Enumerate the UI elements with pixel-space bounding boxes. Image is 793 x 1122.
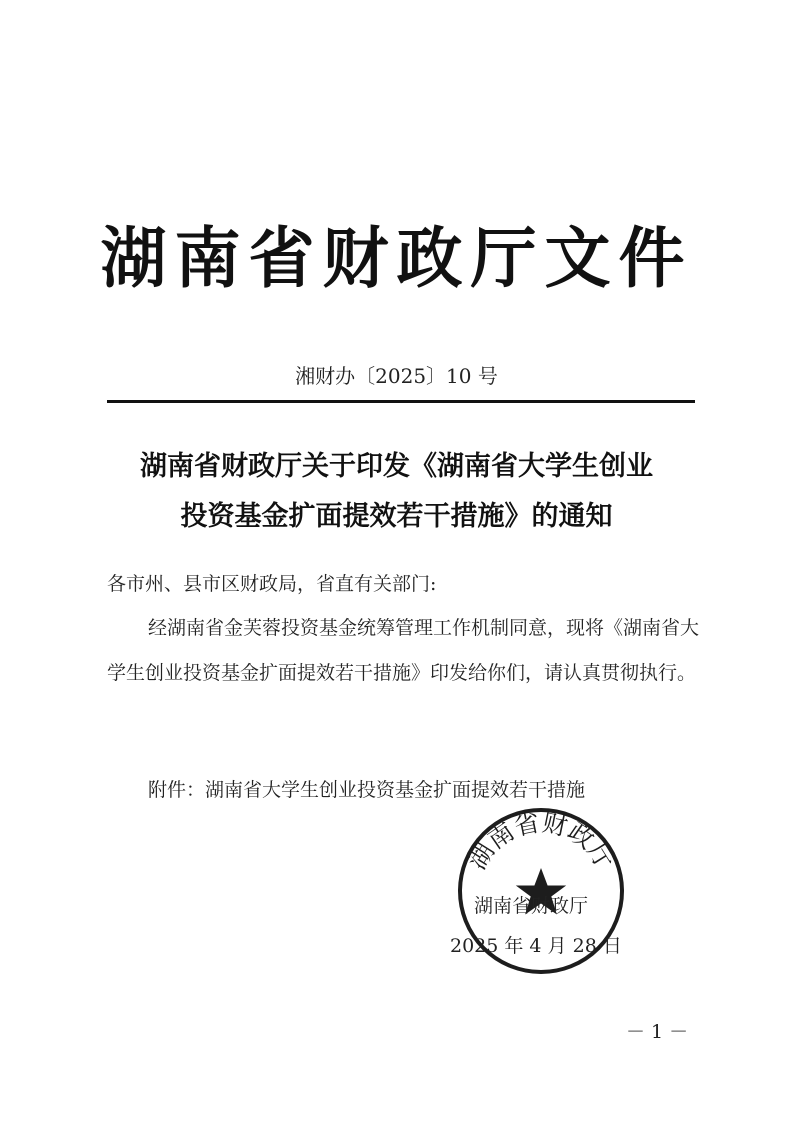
issuer-name: 湖南省财政厅	[474, 895, 589, 917]
page-number: － 1 －	[626, 1021, 689, 1043]
notice-title-line-2: 投资基金扩面提效若干措施》的通知	[180, 501, 613, 532]
issue-date: 2025 年 4 月 28 日	[450, 935, 622, 957]
attachment-line: 附件：湖南省大学生创业投资基金扩面提效若干措施	[148, 779, 586, 801]
salutation: 各市州、县市区财政局，省直有关部门:	[107, 573, 437, 595]
body-paragraph: 经湖南省金芙蓉投资基金统筹管理工作机制同意，现将《湖南省大学生创业投资基金扩面提效若干措施》印发给你们，请认真贯彻执行。	[107, 617, 700, 684]
header-separator	[107, 400, 695, 403]
document-number: 湘财办〔2025〕10 号	[295, 364, 498, 388]
seal-arc-text: 湖南省财政厅	[462, 807, 620, 875]
document-header: 湖南省财政厅文件	[100, 219, 693, 297]
notice-title-line-1: 湖南省财政厅关于印发《湖南省大学生创业	[140, 451, 653, 482]
notice-title	[0, 442, 793, 542]
